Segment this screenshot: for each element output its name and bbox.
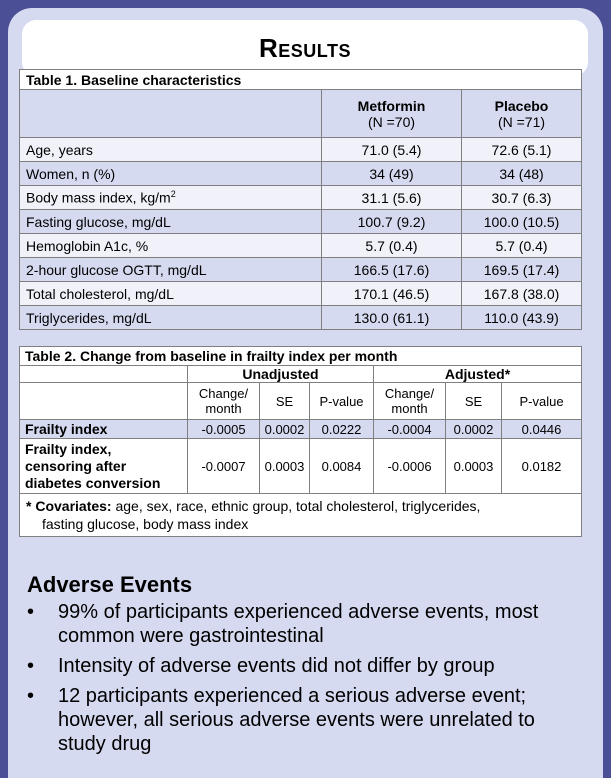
table-row [20, 162, 582, 186]
list-item [27, 600, 587, 648]
metformin-value: 100.7 (9.2) [322, 210, 462, 234]
cell-value: 0.0002 [446, 420, 502, 439]
metformin-value: 166.5 (17.6) [322, 258, 462, 282]
row-label: Fasting glucose, mg/dL [20, 210, 322, 234]
title-bar [22, 20, 588, 76]
col-p-value: P-value [502, 383, 582, 420]
note-prefix: * Covariates: [26, 498, 112, 514]
cell-value: -0.0004 [374, 420, 446, 439]
placebo-n: (N =71) [497, 113, 546, 130]
row-label: Total cholesterol, mg/dL [20, 282, 322, 306]
cell-value: -0.0005 [188, 420, 260, 439]
group-adjusted: Adjusted* [374, 366, 582, 383]
adverse-events-list [27, 600, 587, 762]
list-item [27, 684, 587, 756]
list-item-text: 12 participants experienced a serious adverse event; however, all serious adverse events were unrelated to study drug [58, 685, 535, 755]
table2-caption: Table 2. Change from baseline in frailty index per month [20, 347, 582, 366]
cell-value: -0.0007 [188, 439, 260, 494]
table-row [20, 420, 582, 439]
placebo-value: 100.0 (10.5) [462, 210, 582, 234]
table-row [20, 234, 582, 258]
note-line2: fasting glucose, body mass index [42, 516, 249, 532]
note-line1: age, sex, race, ethnic group, total cholesterol, triglycerides, [111, 498, 481, 514]
placebo-value: 30.7 (6.3) [462, 186, 582, 210]
bullet-icon: • [27, 655, 35, 677]
table-row [20, 282, 582, 306]
metformin-value: 31.1 (5.6) [322, 186, 462, 210]
row-label: Hemoglobin A1c, % [20, 234, 322, 258]
cell-value: 0.0002 [260, 420, 310, 439]
cell-value: 0.0222 [310, 420, 374, 439]
row-label-cell [20, 186, 322, 210]
list-item [27, 654, 587, 678]
row-label: Frailty index [20, 420, 188, 439]
table1-header-placebo [462, 90, 582, 138]
baseline-table [19, 69, 582, 330]
col-se: SE [446, 383, 502, 420]
placebo-value: 167.8 (38.0) [462, 282, 582, 306]
frailty-table [19, 346, 582, 537]
metformin-value: 34 (49) [322, 162, 462, 186]
metformin-value: 71.0 (5.4) [322, 138, 462, 162]
row-label: Women, n (%) [20, 162, 322, 186]
row-label: Frailty index, censoring after diabetes conversion [20, 439, 188, 494]
cell-value: 0.0003 [260, 439, 310, 494]
table-row [20, 439, 582, 494]
table-row [20, 186, 582, 210]
col-change-month: Change/ month [188, 383, 260, 420]
group-unadjusted: Unadjusted [188, 366, 374, 383]
row-label: 2-hour glucose OGTT, mg/dL [20, 258, 322, 282]
table1-header-blank [20, 90, 322, 138]
metformin-value: 170.1 (46.5) [322, 282, 462, 306]
cell-value: 0.0182 [502, 439, 582, 494]
col-p-value: P-value [310, 383, 374, 420]
list-item-text: Intensity of adverse events did not differ by group [58, 655, 495, 677]
metformin-value: 5.7 (0.4) [322, 234, 462, 258]
placebo-value: 169.5 (17.4) [462, 258, 582, 282]
placebo-value: 5.7 (0.4) [462, 234, 582, 258]
bullet-icon: • [27, 601, 35, 623]
cell-value: -0.0006 [374, 439, 446, 494]
table-row [20, 306, 582, 330]
covariates-note [20, 494, 582, 537]
placebo-label: Placebo [494, 97, 549, 114]
col-change-month: Change/ month [374, 383, 446, 420]
table-row [20, 138, 582, 162]
table-row [20, 210, 582, 234]
col-se: SE [260, 383, 310, 420]
page-title: Results [259, 33, 351, 63]
metformin-value: 130.0 (61.1) [322, 306, 462, 330]
table1-header-metformin [322, 90, 462, 138]
adverse-events-heading: Adverse Events [27, 572, 193, 597]
placebo-value: 72.6 (5.1) [462, 138, 582, 162]
metformin-label: Metformin [357, 97, 426, 114]
row-label: Body mass index, kg/m [26, 189, 171, 206]
placebo-value: 34 (48) [462, 162, 582, 186]
table2-group-blank [20, 366, 188, 383]
metformin-n: (N =70) [367, 113, 416, 130]
list-item-text: 99% of participants experienced adverse events, most common were gastrointestinal [58, 601, 539, 647]
cell-value: 0.0446 [502, 420, 582, 439]
cell-value: 0.0084 [310, 439, 374, 494]
table-row [20, 258, 582, 282]
row-label: Triglycerides, mg/dL [20, 306, 322, 330]
bullet-icon: • [27, 685, 35, 707]
placebo-value: 110.0 (43.9) [462, 306, 582, 330]
cell-value: 0.0003 [446, 439, 502, 494]
table1-caption: Table 1. Baseline characteristics [20, 70, 582, 90]
table2-sub-blank [20, 383, 188, 420]
row-label: Age, years [20, 138, 322, 162]
row-label-superscript: 2 [170, 189, 176, 200]
